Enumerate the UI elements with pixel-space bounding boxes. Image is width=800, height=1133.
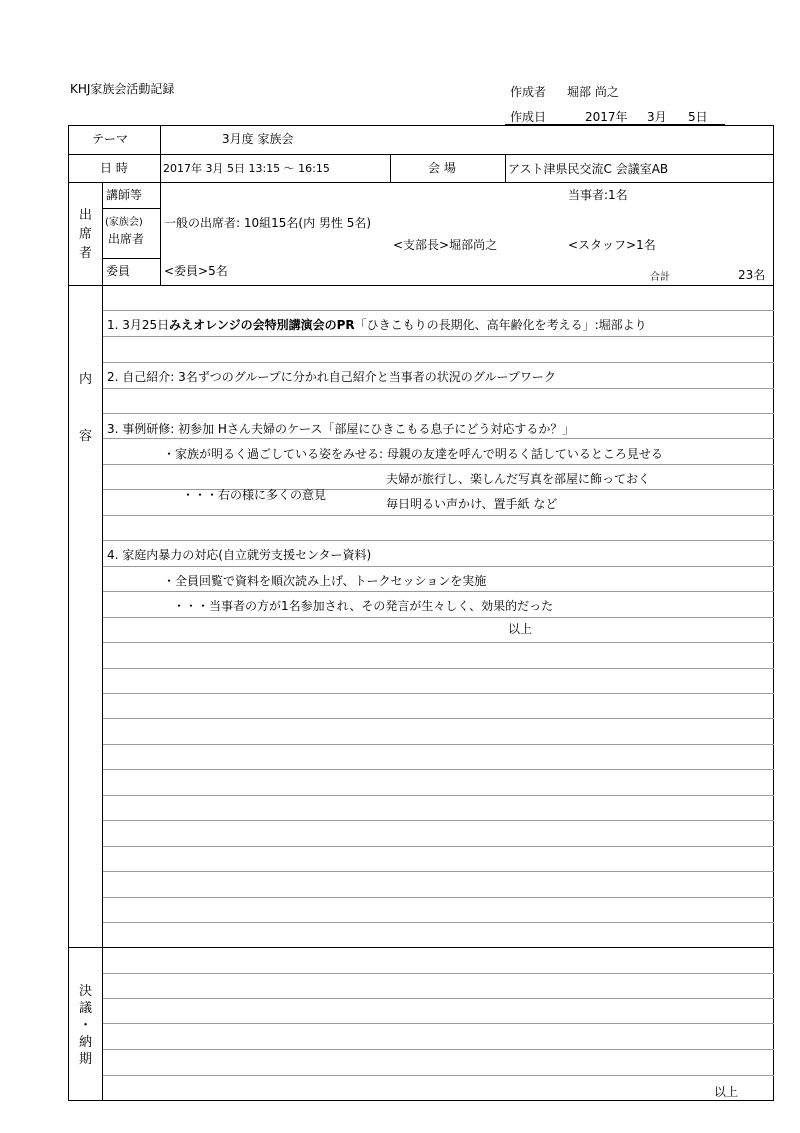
ruled-line [103,668,774,669]
general-attendees: 一般の出席者: 10組15名(内 男性 5名) [164,216,372,230]
committee-value: <委員>5名 [164,264,228,278]
lecturer-label: 講師等 [106,188,143,202]
ruled-line [103,310,774,311]
content-item-2: 2. 自己紹介: 3名ずつのグループに分かれ自己紹介と当事者の状況のグループワーク [107,370,556,384]
ruled-line [103,1049,774,1050]
item1-rest: 「ひきこもりの長期化、高年齢化を考える」:堀部より [354,318,647,332]
item1-prefix: 1. 3月25日 [107,318,170,332]
ruled-line [103,362,774,363]
ruled-line [103,515,774,516]
ruled-line [103,591,774,592]
datetime-value: 2017年 3月 5日 13:15 ～ 16:15 [163,162,330,175]
side-char: 内 [78,372,92,387]
side-char: ・ [78,1017,92,1033]
ruled-line [103,413,774,414]
author-name: 堀部 尚之 [567,85,619,99]
total-value: 23名 [738,268,766,282]
venue-value: アスト津県民交流C 会議室AB [508,162,669,176]
party-count: 当事者:1名 [568,188,628,202]
ruled-line [103,744,774,745]
ruled-line [103,718,774,719]
col-divider-label [160,125,161,285]
author-label: 作成者 [510,85,547,99]
ruled-line [103,998,774,999]
created-date-label: 作成日 [510,110,547,124]
family-label-bottom: 出席者 [108,232,145,246]
datetime-label: 日 時 [100,161,128,175]
content-item-3-sub-4: 毎日明るい声かけ、置手紙 など [386,497,558,511]
ruled-line [103,769,774,770]
ruled-line [103,336,774,337]
side-char: 期 [78,1051,92,1067]
ruled-line [103,540,774,541]
ruled-line [103,973,774,974]
ruled-line [103,871,774,872]
ruled-line [103,1023,774,1024]
created-date-day: 5日 [688,110,708,124]
ruled-line [103,795,774,796]
side-char: 席 [78,226,92,242]
content-item-3-sub-1: ・家族が明るく過ごしている姿をみせる: 母親の友達を呼んで明るく話しているところ見せる [163,447,663,461]
ruled-line [103,617,774,618]
col-divider-venue-left [390,154,391,182]
ruled-line [103,820,774,821]
row-divider-content [68,947,774,948]
staff-count: <スタッフ>1名 [568,238,656,252]
side-char: 者 [78,245,92,261]
created-date-year: 2017年 [585,110,628,124]
side-char: 容 [78,429,92,444]
ruled-line [103,464,774,465]
ruled-line [103,566,774,567]
ruled-line [103,693,774,694]
content-end-mark: 以上 [508,622,533,636]
side-char: 議 [78,1000,92,1016]
item1-bold: みえオレンジの会特別講演会のPR [169,318,355,332]
venue-label: 会 場 [428,161,456,175]
row-divider-attendees [68,285,774,286]
ruled-line [103,438,774,439]
branch-head: <支部長>堀部尚之 [393,238,498,252]
content-item-1 [107,318,647,333]
attendees-side-label [69,183,102,285]
document-title: KHJ家族会活動記録 [70,82,175,96]
ruled-line [103,897,774,898]
content-item-3-sub-3: ・・・右の様に多くの意見 [182,488,327,502]
committee-label: 委員 [106,264,131,278]
family-label-top: (家族会) [105,217,143,228]
theme-label: テーマ [92,132,129,146]
ruled-line [103,388,774,389]
attendee-divider-2 [102,258,160,259]
content-item-4-sub-1: ・全員回覧で資料を順次読み上げ、トークセッションを実施 [163,574,487,588]
content-item-4-sub-2: ・・・当事者の方が1名参加され、その発言が生々しく、効果的だった [173,599,554,613]
col-divider-venue-right [505,154,506,182]
side-char: 出 [78,207,92,223]
ruled-line [103,1075,774,1076]
content-item-3: 3. 事例研修: 初参加 Hさん夫婦のケース「部屋にひきこもる息子にどう対応するか？」 [107,422,575,436]
created-date-month: 3月 [647,110,667,124]
side-char: 納 [78,1034,92,1050]
ruled-line [103,642,774,643]
attendee-divider-1 [102,208,160,209]
side-char: 決 [78,983,92,999]
row-divider-theme [68,154,774,155]
theme-value: 3月度 家族会 [222,132,294,146]
content-side-label [69,370,102,446]
col-divider-side [102,182,103,1100]
total-label: 合計 [650,272,670,283]
resolution-end-mark: 以上 [714,1085,739,1099]
ruled-line [103,846,774,847]
content-item-4: 4. 家庭内暴力の対応(自立就労支援センター資料) [107,548,372,562]
ruled-line [103,922,774,923]
resolution-side-label [69,980,102,1070]
row-divider-datetime [68,182,774,183]
content-item-3-sub-2: 夫婦が旅行し、楽しんだ写真を部屋に飾っておく [386,472,651,486]
